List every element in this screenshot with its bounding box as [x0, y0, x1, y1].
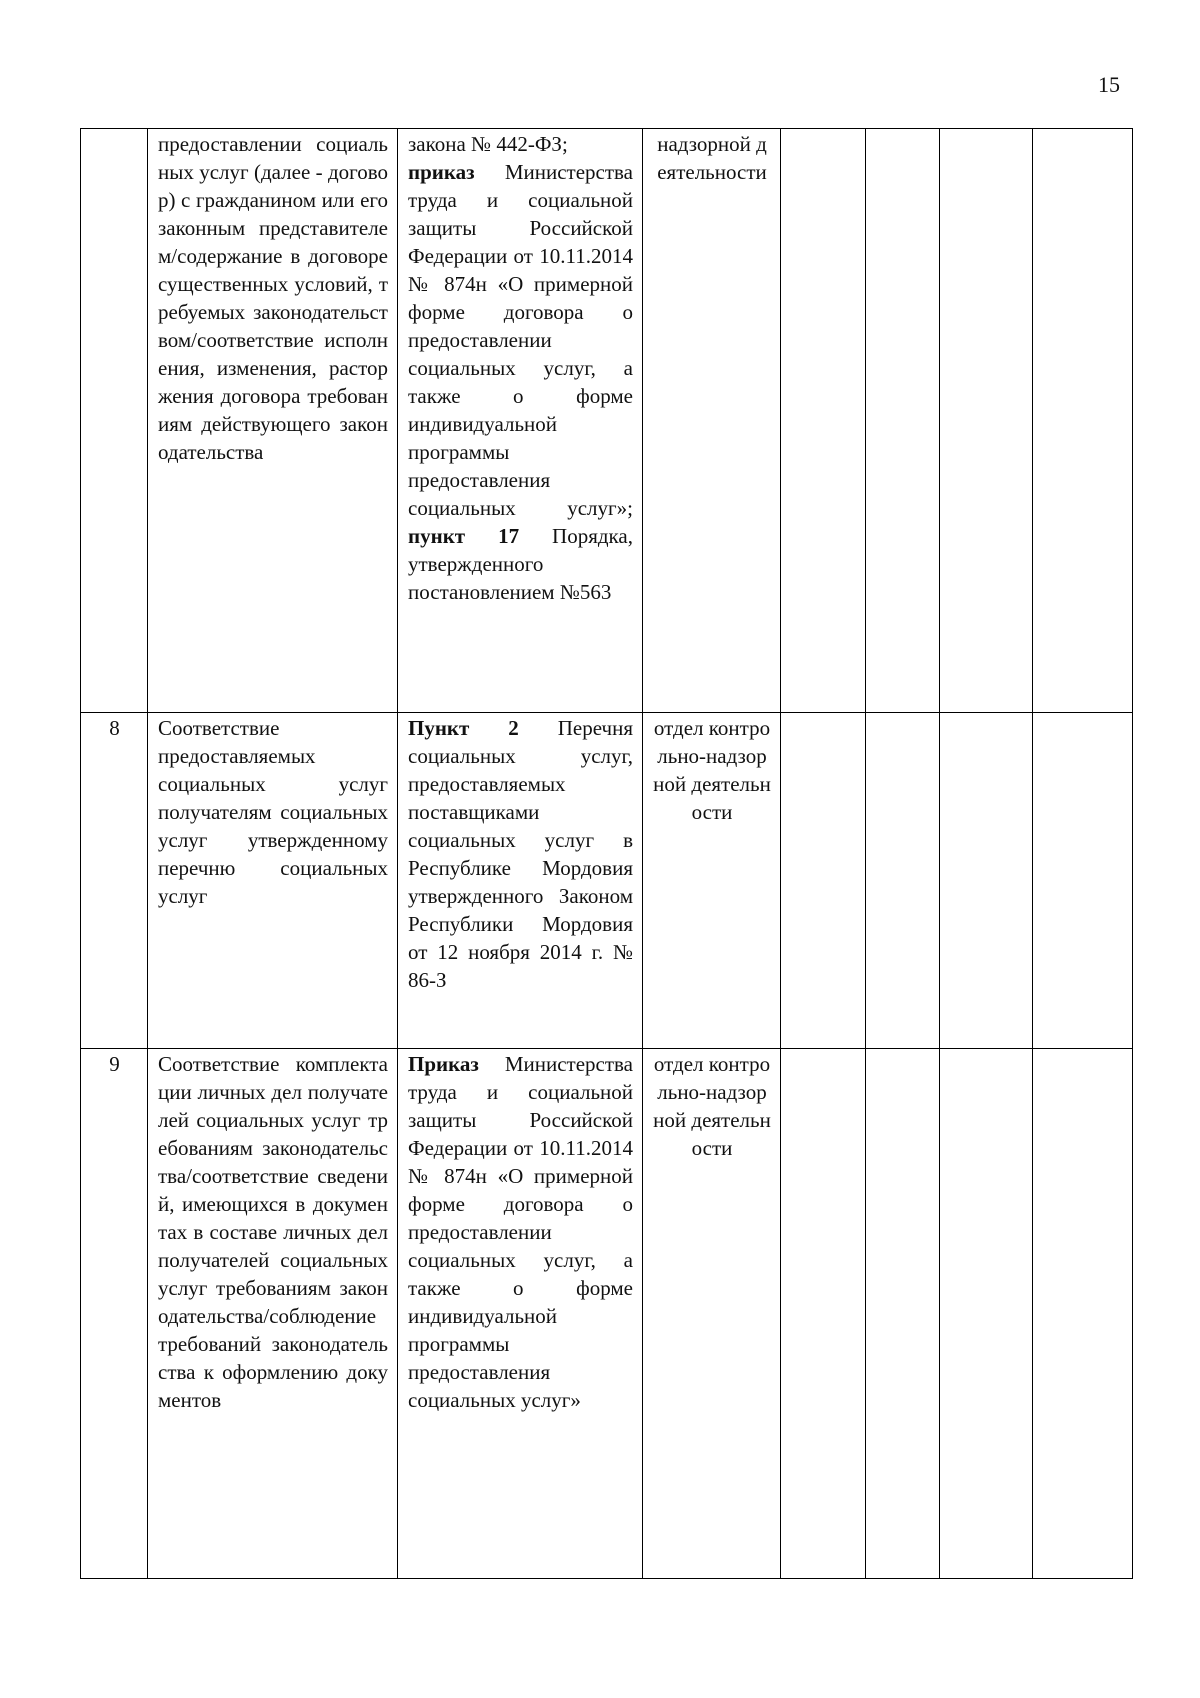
- empty-cell: [866, 713, 940, 1049]
- row-number: 8: [81, 713, 148, 1049]
- page-number: 15: [1098, 72, 1120, 97]
- requirement-cell: предоставлении социальных услуг (далее - договор) с гражданином или его законным представителем/содержание в договоре существенных условий, требуемых законодательством/соответствие исполнения, изменения, расторжения договора требованиям действующего законодательства: [148, 129, 398, 713]
- empty-cell: [1033, 129, 1133, 713]
- department-cell: отдел контрольно-надзорной деятельности: [643, 713, 781, 1049]
- empty-cell: [866, 1049, 940, 1579]
- requirement-cell: Соответствие комплектации личных дел получателей социальных услуг требованиям законодательства/соответствие сведений, имеющихся в документах в составе личных дел получателей социальных услуг требованиям законодательства/соблюдение требований законодательства к оформлению документов: [148, 1049, 398, 1579]
- basis-text: Министерства труда и социальной защиты Российской Федерации от 10.11.2014 № 874н «О примерной форме договора о предоставлении социальных услуг, а также о форме индивидуальной программы предоставления социальных услуг»;: [408, 160, 633, 520]
- department-cell: отдел контрольно-надзорной деятельности: [643, 1049, 781, 1579]
- table-row: [81, 129, 1133, 713]
- table-row: [81, 1049, 1133, 1579]
- basis-text-bold: пункт 17: [408, 524, 520, 548]
- department-cell: надзорной деятельности: [643, 129, 781, 713]
- empty-cell: [1033, 713, 1133, 1049]
- basis-text-bold: Приказ: [408, 1052, 479, 1076]
- empty-cell: [781, 1049, 866, 1579]
- legal-basis-cell: [398, 129, 643, 713]
- table-row: [81, 713, 1133, 1049]
- requirement-cell: Соответствие предоставляемых социальных услуг получателям социальных услуг утвержденному перечню социальных услуг: [148, 713, 398, 1049]
- row-number: [81, 129, 148, 713]
- inspection-table: [80, 128, 1133, 1579]
- empty-cell: [940, 129, 1033, 713]
- legal-basis-cell: [398, 1049, 643, 1579]
- empty-cell: [781, 129, 866, 713]
- basis-text: Перечня социальных услуг, предоставляемых поставщиками социальных услуг в Республике Мордовия утвержденного Законом Республики Мордовия от 12 ноября 2014 г. № 86-З: [408, 716, 633, 992]
- basis-text-bold: приказ: [408, 160, 475, 184]
- basis-text: Министерства труда и социальной защиты Российской Федерации от 10.11.2014 № 874н «О примерной форме договора о предоставлении социальных услуг, а также о форме индивидуальной программы предоставления социальных услуг»: [408, 1052, 633, 1412]
- empty-cell: [940, 1049, 1033, 1579]
- row-number: 9: [81, 1049, 148, 1579]
- basis-text: Порядка, утвержденного постановлением №563: [408, 524, 633, 604]
- legal-basis-cell: [398, 713, 643, 1049]
- basis-text: закона № 442-ФЗ;: [408, 132, 568, 156]
- basis-text-bold: Пункт 2: [408, 716, 519, 740]
- empty-cell: [940, 713, 1033, 1049]
- empty-cell: [866, 129, 940, 713]
- empty-cell: [1033, 1049, 1133, 1579]
- empty-cell: [781, 713, 866, 1049]
